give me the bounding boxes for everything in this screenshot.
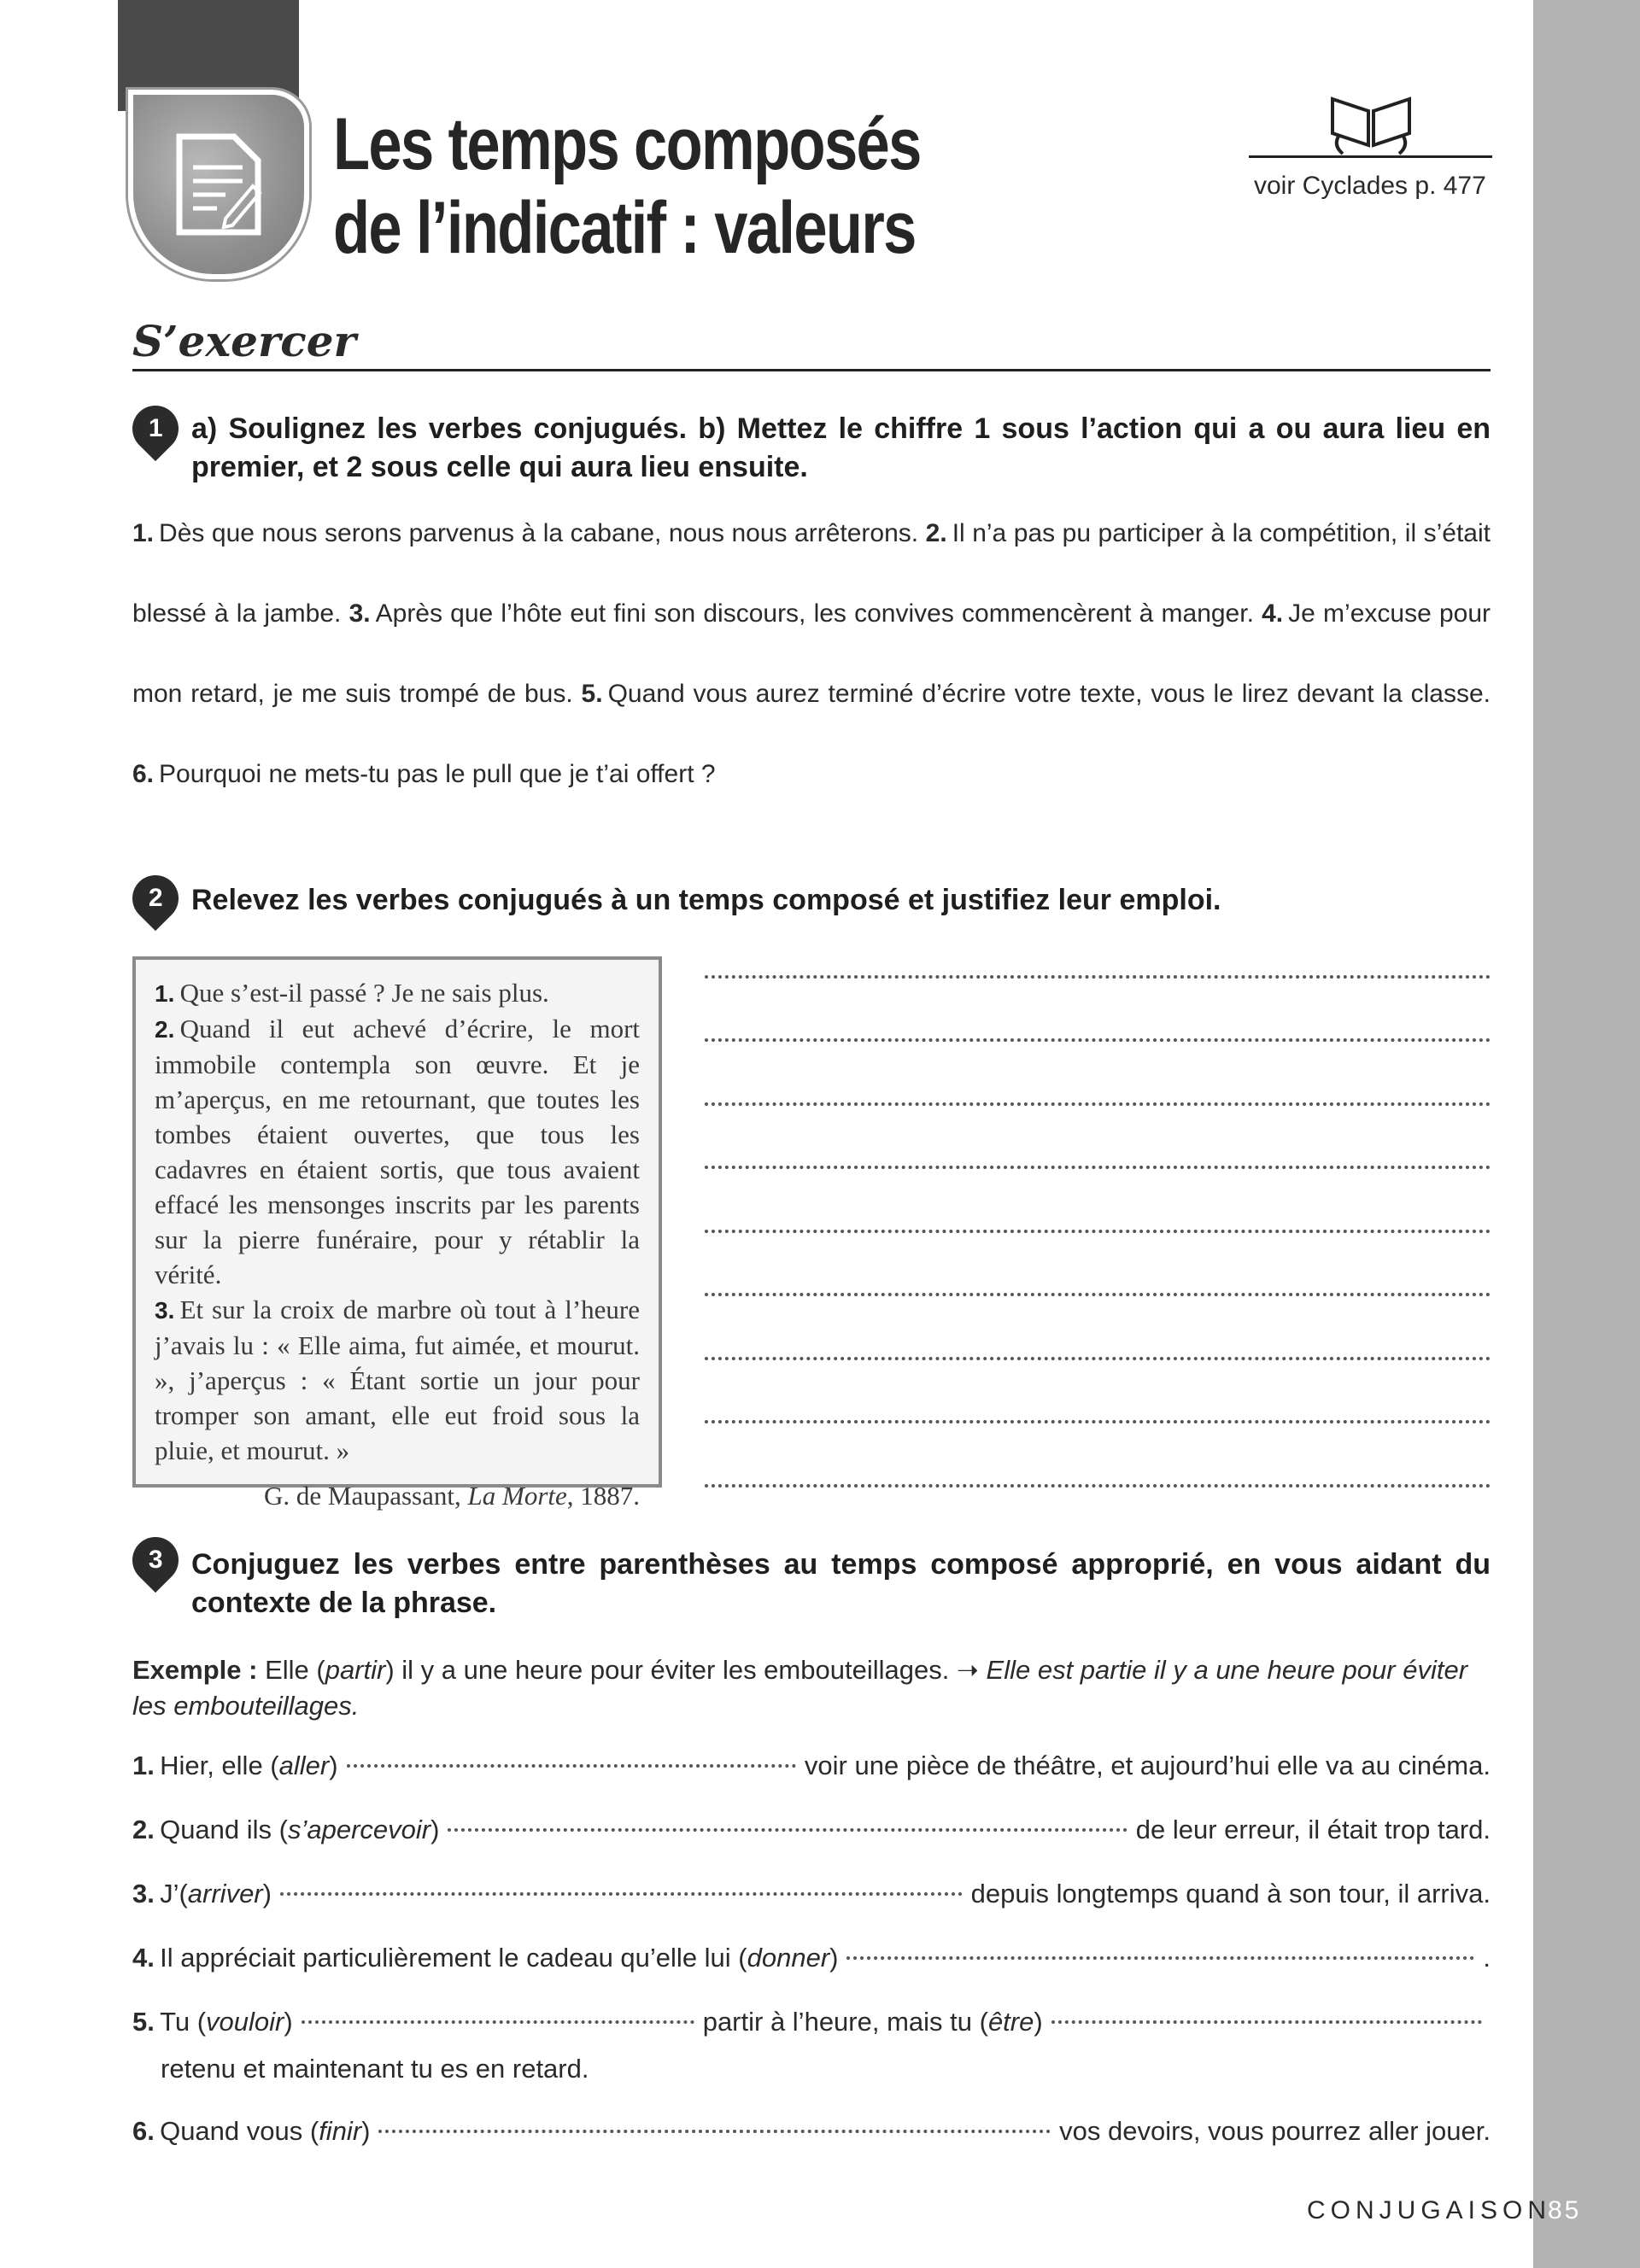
exercise-number-badge: 1 <box>123 396 188 461</box>
exercise-number-badge: 3 <box>123 1528 188 1593</box>
answer-blank[interactable] <box>302 2020 694 2024</box>
exercise-number-badge: 2 <box>123 866 188 931</box>
exercise3-item: 1. Hier, elle ( aller ) voir une pièce de théâtre, et aujourd’hui elle va au cinéma. <box>132 1751 1491 1780</box>
exercise3-item: 2. Quand ils ( s’apercevoir ) de leur erreur, il était trop tard. <box>132 1815 1491 1844</box>
page-number: 85 <box>1548 2196 1582 2224</box>
exercise3-item-continuation: retenu et maintenant tu es en retard. <box>161 2054 589 2084</box>
title-line-2: de l’indicatif : valeurs <box>333 187 916 269</box>
exercise2-instruction: Relevez les verbes conjugués à un temps composé et justifiez leur emploi. <box>191 884 1221 916</box>
answer-blank[interactable] <box>378 2130 1051 2133</box>
exercise3-example: Exemple : Elle (partir) il y a une heure pour éviter les embouteillages. ➝ Elle est partie il y a une heure pour éviter les embouteillages. <box>132 1655 1468 1721</box>
quote-paragraph: 2. Quand il eut achevé d’écrire, le mort immobile contempla son œuvre. Et je m’aperçus, en me retournant, que toutes les tombes étaient ouvertes, que tous les cadavres en étaient sortis, que tous avaient effacé les mensonges inscrits par les parents sur la pierre funéraire, pour y rétablir la vérité. <box>155 1014 640 1289</box>
reference-rule <box>1249 155 1492 158</box>
reading-book-icon <box>1324 92 1418 157</box>
answer-blank[interactable] <box>347 1764 796 1768</box>
answer-line[interactable] <box>705 1230 1491 1233</box>
answer-line[interactable] <box>705 1420 1491 1423</box>
answer-line[interactable] <box>705 1166 1491 1169</box>
answer-line[interactable] <box>705 1484 1491 1488</box>
exercise3-instruction: Conjuguez les verbes entre parenthèses au temps composé approprié, en vous aidant du contexte de la phrase. <box>191 1548 1491 1619</box>
exercise3-item: 3. J’( arriver ) depuis longtemps quand à son tour, il arriva. <box>132 1879 1491 1909</box>
reference-text: voir Cyclades p. 477 <box>1254 172 1486 200</box>
answer-line[interactable] <box>705 1357 1491 1360</box>
document-badge <box>128 90 309 279</box>
literary-quote-box <box>132 956 662 1511</box>
quote-paragraph: 3. Et sur la croix de marbre où tout à l’heure j’avais lu : « Elle aima, fut aimée, et mourut. », j’aperçus : « Étant sortie un jour pour tromper son amant, elle eut froid sous la pluie, et mourut. » <box>155 1295 640 1465</box>
title-line-1: Les temps composés <box>333 103 921 185</box>
answer-line[interactable] <box>705 975 1491 979</box>
exercise1-text: 1. Dès que nous serons parvenus à la cabane, nous nous arrêterons. 2. Il n’a pas pu participer à la compétition, il s’était blessé à la jambe. 3. Après que l’hôte eut fini son discours, les convives commencèrent à manger. 4. Je m’excuse pour mon retard, je me suis trompé de bus. 5. Quand vous aurez terminé d’écrire votre texte, vous le lirez devant la classe. 6. Pourquoi ne mets-tu pas le pull que je t’ai offert ? <box>132 519 1491 788</box>
exercise3-item: 4. Il appréciait particulièrement le cadeau qu’elle lui ( donner ) . <box>132 1943 1491 1973</box>
page-margin-band <box>1533 0 1640 2268</box>
document-pencil-icon <box>174 133 263 236</box>
exercise3-item: 5. Tu ( vouloir ) partir à l’heure, mais tu ( être ) <box>132 2007 1491 2037</box>
quote-paragraph: 1. Que s’est-il passé ? Je ne sais plus. <box>155 978 549 1008</box>
quote-source: G. de Maupassant, La Morte, 1887. <box>264 1481 640 1511</box>
answer-line[interactable] <box>705 1293 1491 1296</box>
answer-line[interactable] <box>705 1102 1491 1106</box>
exercise3-item: 6. Quand vous ( finir ) vos devoirs, vous pourrez aller jouer. <box>132 2116 1491 2146</box>
answer-blank[interactable] <box>846 1956 1474 1960</box>
section-rule <box>132 369 1491 371</box>
exercise1-instruction: a) Soulignez les verbes conjugués. b) Mettez le chiffre 1 sous l’action qui a ou aura lieu en premier, et 2 sous celle qui aura lieu ensuite. <box>191 412 1491 483</box>
answer-blank[interactable] <box>448 1828 1127 1832</box>
section-title: S’exercer <box>132 316 356 366</box>
footer-section-label: CONJUGAISON <box>1307 2196 1552 2224</box>
answer-line[interactable] <box>705 1038 1491 1042</box>
page-title <box>333 102 921 270</box>
answer-blank[interactable] <box>1051 2020 1482 2024</box>
answer-blank[interactable] <box>280 1892 963 1896</box>
